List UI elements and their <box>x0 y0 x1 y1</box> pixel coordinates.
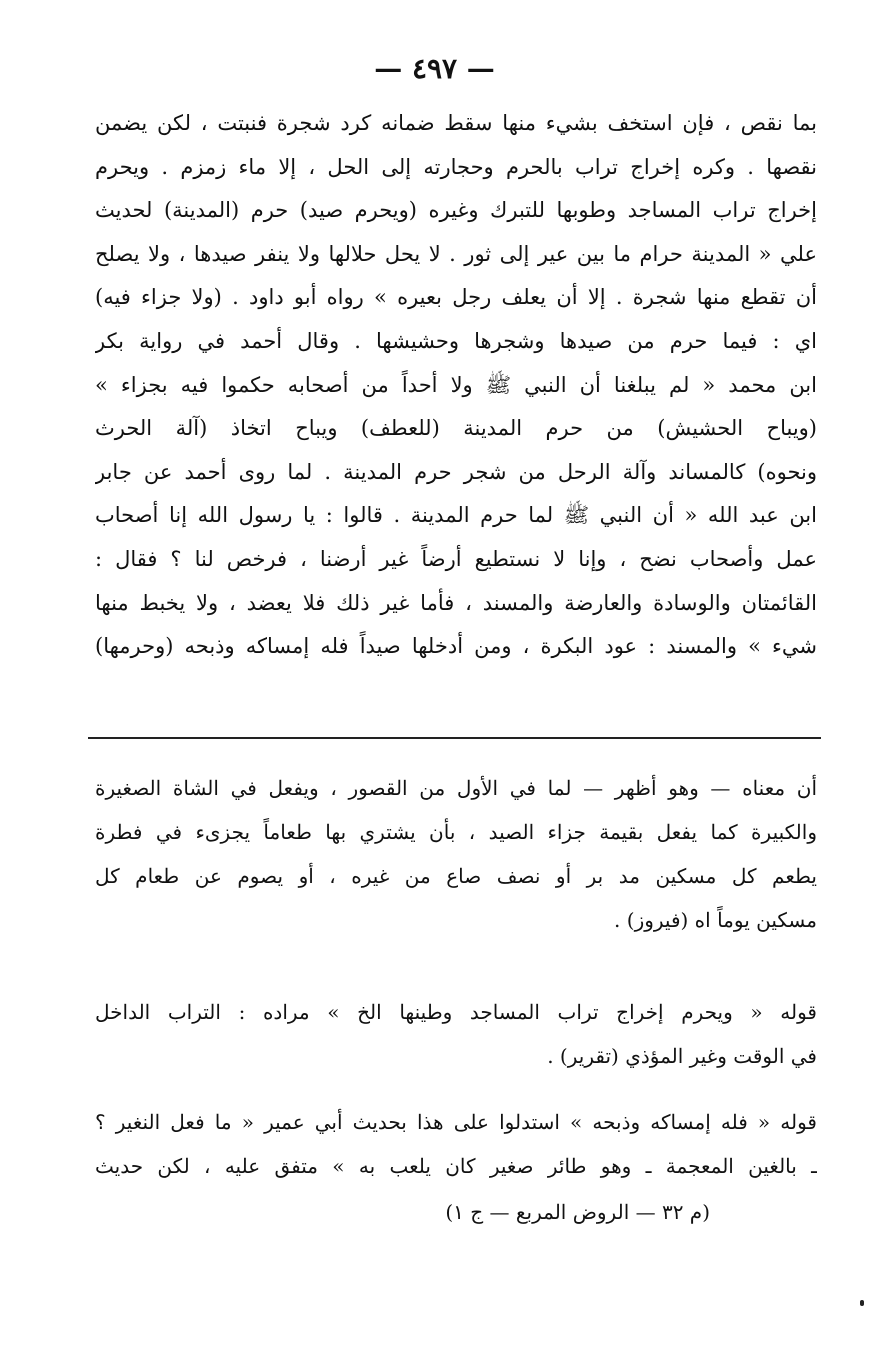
footer-signature: (م ٣٢ — الروض المربع — ج ١) <box>445 1200 710 1224</box>
main-text-line: نقصها . وكره إخراج تراب بالحرم وحجارته إلى الحل ، إلا ماء زمزم . ويحرم <box>95 154 817 179</box>
page-number: — ٤٩٧ — <box>374 52 495 85</box>
footnote-2 <box>95 990 817 1078</box>
footnote-line: قوله « فله إمساكه وذبحه » استدلوا على هذا بحديث أبي عمير « ما فعل النغير ؟ <box>95 1110 817 1134</box>
main-text-line: عمل وأصحاب نضح ، وإنا لا نستطيع أرضاً غير أرضنا ، فرخص لنا ؟ فقال : <box>95 546 817 571</box>
main-text-line: (ويباح الحشيش) من حرم المدينة (للعطف) ويباح اتخاذ (آلة الحرث <box>95 416 817 441</box>
footnote-line: قوله « ويحرم إخراج تراب المساجد وطينها الخ » مراده : التراب الداخل <box>95 1000 817 1024</box>
footnote-1 <box>95 766 817 942</box>
main-text-line: أن تقطع منها شجرة . إلا أن يعلف رجل بعيره » رواه أبو داود . (ولا جزاء فيه) <box>95 285 817 310</box>
footnote-line: والكبيرة كما يفعل بقيمة جزاء الصيد ، بأن يشتري بها طعاماً يجزىء في فطرة <box>95 820 817 844</box>
scan-speck <box>860 1300 864 1306</box>
main-text-line: ابن محمد « لم يبلغنا أن النبي ﷺ ولا أحداً من أصحابه حكموا فيه بجزاء » <box>95 372 817 397</box>
main-text <box>95 102 817 669</box>
main-text-line: اي : فيما حرم من صيدها وشجرها وحشيشها . وقال أحمد في رواية بكر <box>95 328 817 353</box>
footnote-3 <box>95 1100 817 1188</box>
main-text-line: بما نقص ، فإن استخف بشيء منها سقط ضمانه كرد شجرة فنبتت ، لكن يضمن <box>95 111 817 135</box>
main-text-line: ابن عبد الله « أن النبي ﷺ لما حرم المدينة . قالوا : يا رسول الله إنا أصحاب <box>95 503 817 528</box>
footnote-divider <box>88 737 821 739</box>
main-text-line: إخراج تراب المساجد وطوبها للتبرك وغيره (ويحرم صيد) حرم (المدينة) لحديث <box>95 198 817 223</box>
main-text-line: القائمتان والوسادة والعارضة والمسند ، فأما غير ذلك فلا يعضد ، ولا يخبط منها <box>95 590 817 615</box>
footnote-line: في الوقت وغير المؤذي (تقرير) . <box>547 1044 817 1068</box>
main-text-line: شيء » والمسند : عود البكرة ، ومن أدخلها صيداً فله إمساكه وذبحه (وحرمها) <box>95 634 817 659</box>
footnote-line: ـ بالغين المعجمة ـ وهو طائر صغير كان يلعب به » متفق عليه ، لكن حديث <box>95 1154 817 1178</box>
footnote-line: مسكين يوماً اه (فيروز) . <box>614 908 817 932</box>
footnote-line: أن معناه — وهو أظهر — لما في الأول من القصور ، ويفعل في الشاة الصغيرة <box>95 776 817 800</box>
main-text-line: ونحوه) كالمساند وآلة الرحل من شجر حرم المدينة . لما روى أحمد عن جابر <box>95 459 817 484</box>
main-text-line: علي « المدينة حرام ما بين عير إلى ثور . لا يحل حلالها ولا ينفر صيدها ، ولا يصلح <box>95 241 817 266</box>
footnote-line: يطعم كل مسكين مد بر أو نصف صاع من غيره ، أو يصوم عن طعام كل <box>95 864 817 888</box>
